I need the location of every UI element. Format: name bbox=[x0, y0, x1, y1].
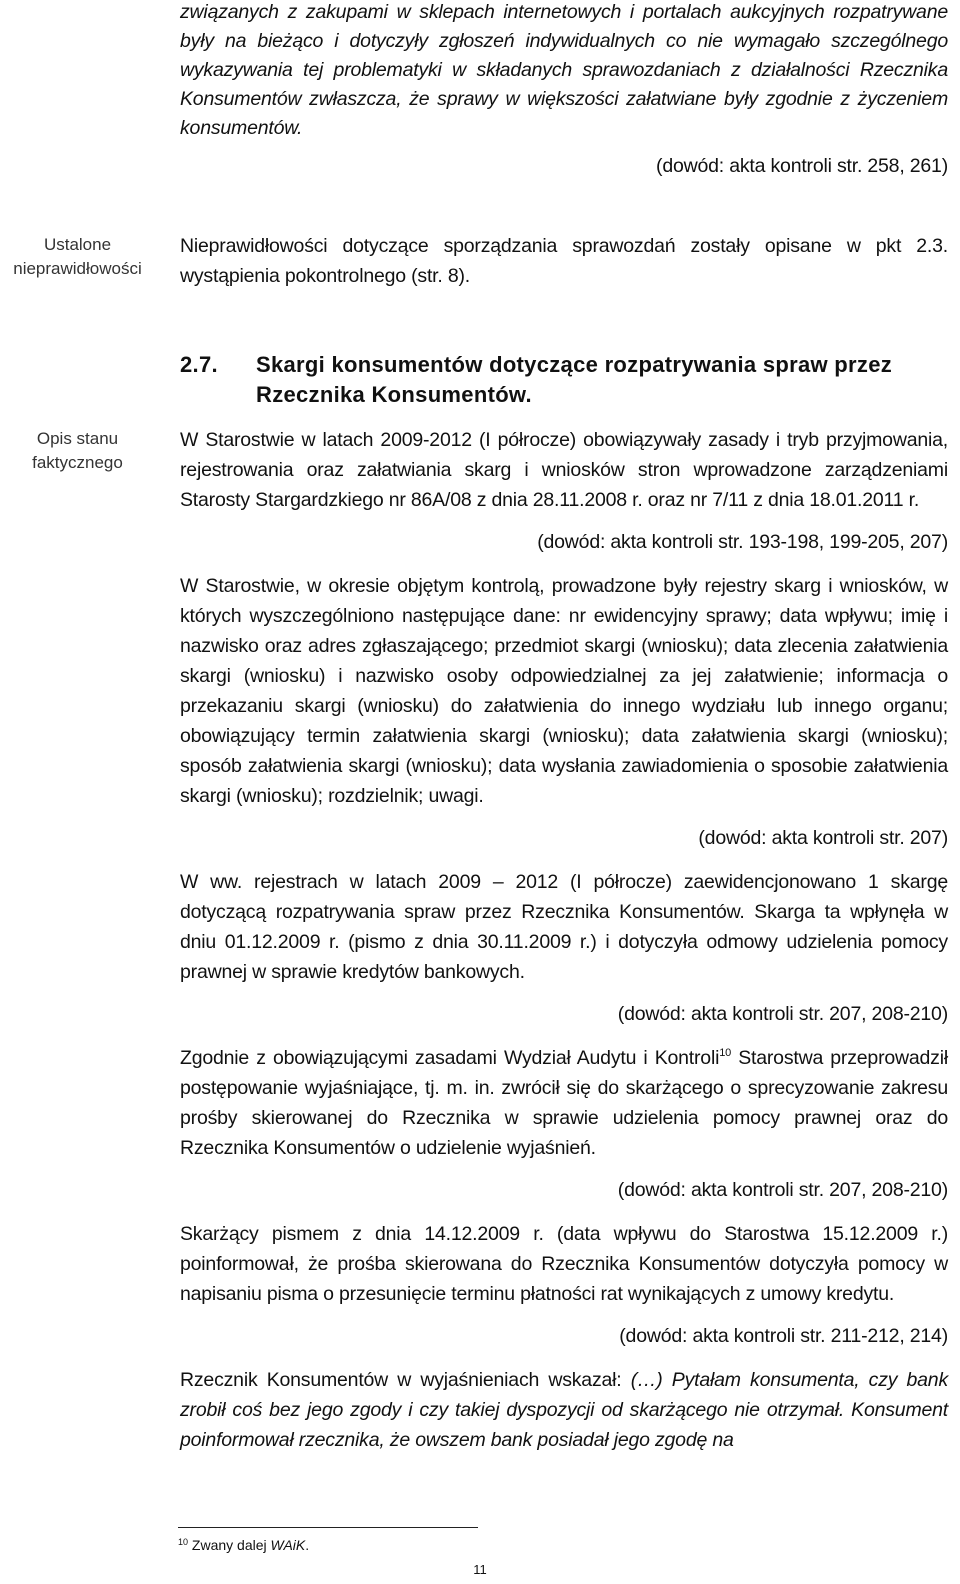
evidence: (dowód: akta kontroli str. 207, 208-210) bbox=[617, 1179, 948, 1201]
evidence: (dowód: akta kontroli str. 211-212, 214) bbox=[619, 1325, 948, 1347]
paragraph: W Starostwie, w okresie objętym kontrolą, prowadzone były rejestry skarg i wniosków, w których wyszczególniono następujące dane: nr ewidencyjny sprawy; data wpływu; imię i nazwisko oraz adres zgłaszającego; przedmiot skargi (wniosku); data zlecenia załatwienia skargi (wniosku) i nazwisko osoby odpowiedzialnej za jej załatwienie; informacja o przekazaniu skargi (wniosku) do załatwienia do innego wydziału lub innego organu; obowiązujący termin załatwienia skargi (wniosku); data załatwienia skargi (wniosku); sposób załatwienia skargi (wniosku); data wysłania zawiadomienia o sposobie załatwienia skargi (wniosku); rozdzielnik; uwagi. bbox=[180, 575, 948, 807]
section-title-line1: Skargi konsumentów dotyczące rozpatrywania spraw przez bbox=[256, 352, 893, 377]
footnote bbox=[178, 1537, 309, 1553]
side-label-irregularities bbox=[0, 233, 155, 281]
quote-text: (…) Pytałam konsumenta, czy bank zrobił coś bez jego zgody i czy takiej dyspozycji od skarżącego nie otrzymał. Konsument poinformował rzecznika, że owszem bank posiadał jego zgodę na bbox=[180, 1369, 948, 1451]
section-heading bbox=[180, 350, 948, 410]
paragraph-text: Starostwa przeprowadził postępowanie wyjaśniające, tj. m. in. zwrócił się do skarżącego o sprecyzowanie zakresu prośby skierowanej do Rzecznika w sprawie udzielenia pomocy prawnej oraz do Rzecznika Konsumentów o udzielenie wyjaśnień. bbox=[180, 1047, 948, 1159]
footnote-text: . bbox=[305, 1537, 310, 1553]
main-body bbox=[180, 425, 948, 1455]
paragraph bbox=[180, 1043, 948, 1163]
irregularities-section bbox=[180, 231, 948, 291]
paragraph: W Starostwie w latach 2009-2012 (I półrocze) obowiązywały zasady i tryb przyjmowania, rejestrowania oraz załatwiania skarg i wniosków stron wprowadzone zarządzeniami Starosty Stargardzkiego nr 86A/08 z dnia 28.11.2008 r. oraz nr 7/11 z dnia 18.01.2011 r. bbox=[180, 429, 948, 511]
page-number: 11 bbox=[473, 1562, 487, 1577]
footnote-ref[interactable]: 10 bbox=[719, 1047, 732, 1059]
footnote-text: Zwany dalej bbox=[188, 1537, 271, 1553]
paragraph-text: Zgodnie z obowiązującymi zasadami Wydział Audytu i Kontroli bbox=[180, 1047, 720, 1069]
paragraph-text: Rzecznik Konsumentów w wyjaśnieniach wskazał: bbox=[180, 1369, 631, 1391]
side-label-line: faktycznego bbox=[32, 453, 123, 472]
top-paragraph: związanych z zakupami w sklepach internetowych i portalach aukcyjnych rozpatrywane były na bieżąco i dotyczyły zgłoszeń indywidualnych co nie wymagało szczególnego wykazywania tej problematyki w składanych sprawozdaniach z działalności Rzecznika Konsumentów zwłaszcza, że sprawy w większości załatwiane były zgodnie z życzeniem konsumentów. bbox=[180, 1, 948, 139]
side-label-line: Ustalone bbox=[43, 235, 112, 254]
evidence-top: (dowód: akta kontroli str. 258, 261) bbox=[656, 155, 948, 177]
section-title-line2: Rzecznika Konsumentów. bbox=[256, 382, 532, 407]
evidence: (dowód: akta kontroli str. 207) bbox=[698, 827, 948, 849]
paragraph: W ww. rejestrach w latach 2009 – 2012 (I półrocze) zaewidencjonowano 1 skargę dotyczącą rozpatrywania spraw przez Rzecznika Konsumentów. Skarga ta wpłynęła w dniu 01.12.2009 r. (pismo z dnia 30.11.2009 r.) i dotyczyła odmowy udzielenia pomocy prawnej w sprawie kredytów bankowych. bbox=[180, 871, 948, 983]
evidence: (dowód: akta kontroli str. 193-198, 199-205, 207) bbox=[537, 531, 948, 553]
side-label-facts bbox=[0, 427, 155, 475]
footnote-number: 10 bbox=[178, 1537, 189, 1547]
side-label-line: Opis stanu bbox=[36, 429, 119, 448]
evidence: (dowód: akta kontroli str. 207, 208-210) bbox=[617, 1003, 948, 1025]
footnote-abbrev: WAiK bbox=[270, 1537, 306, 1553]
side-label-line: nieprawidłowości bbox=[13, 259, 142, 278]
footnote-divider bbox=[178, 1527, 478, 1528]
paragraph-last bbox=[180, 1365, 948, 1455]
section-number: 2.7. bbox=[180, 352, 218, 377]
paragraph: Skarżący pismem z dnia 14.12.2009 r. (data wpływu do Starostwa 15.12.2009 r.) poinformował, że prośba skierowana do Rzecznika Konsumentów dotyczyła pomocy w napisaniu pisma o przesunięcie terminu płatności rat wynikających z umowy kredytu. bbox=[180, 1223, 948, 1305]
top-section bbox=[180, 0, 948, 181]
irregularities-text: Nieprawidłowości dotyczące sporządzania sprawozdań zostały opisane w pkt 2.3. wystąpienia pokontrolnego (str. 8). bbox=[180, 235, 948, 287]
